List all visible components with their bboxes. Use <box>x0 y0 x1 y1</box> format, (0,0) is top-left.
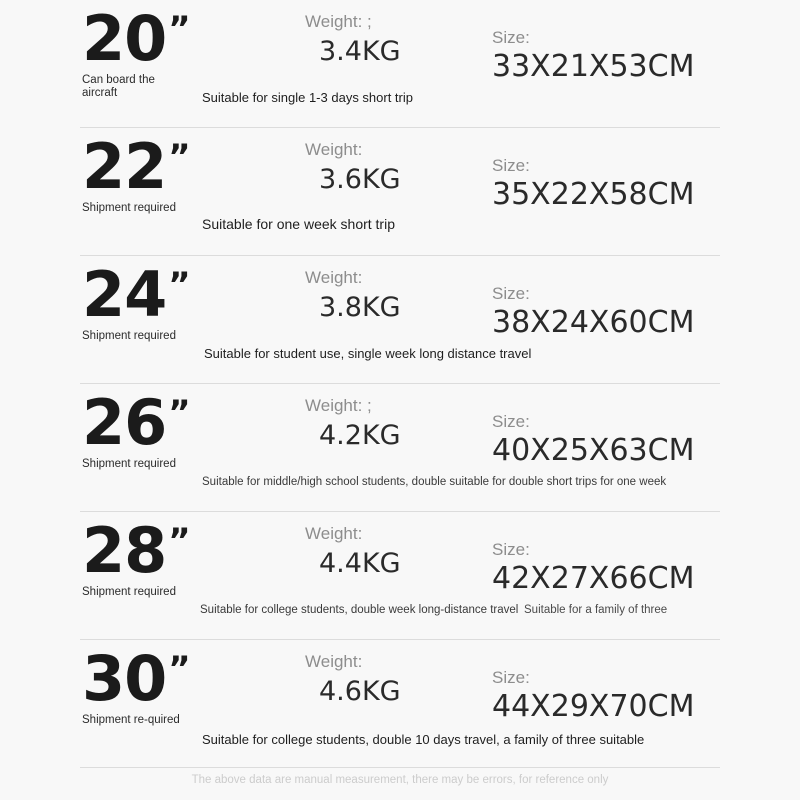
inches-value: 20 <box>82 2 167 75</box>
suitability-caption: Suitable for college students, double week long-distance travel <box>200 604 519 616</box>
inches-value: 26 <box>82 386 167 459</box>
size-value: 33X21X53CM <box>492 49 695 84</box>
suitability-caption: Suitable for middle/high school students, double suitable for double short trips for one week <box>202 476 667 488</box>
suitability-extra-caption: Suitable for a family of three <box>524 604 668 616</box>
dimension-block <box>492 412 752 468</box>
table-row <box>0 256 800 384</box>
dimension-block <box>492 156 752 212</box>
table-row <box>0 0 800 128</box>
table-row <box>0 128 800 256</box>
size-value: 35X22X58CM <box>492 177 695 212</box>
inch-mark-icon: ” <box>168 393 191 433</box>
inch-mark-icon: ” <box>168 265 191 305</box>
dimension-block <box>492 284 752 340</box>
shipping-note: Shipment required <box>82 202 176 214</box>
inches-value: 28 <box>82 514 167 587</box>
weight-label: Weight: <box>305 652 363 671</box>
shipping-note: Shipment required <box>82 458 176 470</box>
size-label: Size: <box>492 540 530 559</box>
weight-value: 4.4KG <box>319 548 401 579</box>
weight-block <box>305 524 465 580</box>
shipping-note: Shipment required <box>82 586 176 598</box>
size-block <box>82 514 232 599</box>
table-row <box>0 384 800 512</box>
size-value: 38X24X60CM <box>492 305 695 340</box>
dimension-block <box>492 540 752 596</box>
suitability-caption: Suitable for one week short trip <box>202 216 395 232</box>
size-label: Size: <box>492 412 530 431</box>
weight-block <box>305 140 465 196</box>
size-label: Size: <box>492 284 530 303</box>
shipping-note: Can board the aircraft <box>82 74 155 99</box>
row-divider <box>80 767 720 768</box>
weight-value: 3.4KG <box>319 36 401 67</box>
weight-label: Weight: <box>305 524 363 543</box>
size-block <box>82 258 232 343</box>
size-block <box>82 642 232 727</box>
suitability-caption: Suitable for student use, single week long distance travel <box>204 346 532 361</box>
inch-mark-icon: ” <box>168 649 191 689</box>
inches-value: 24 <box>82 258 167 331</box>
inches-value: 22 <box>82 130 167 203</box>
table-row <box>0 512 800 640</box>
size-value: 40X25X63CM <box>492 433 695 468</box>
size-value: 44X29X70CM <box>492 689 695 724</box>
shipping-note: Shipment re-quired <box>82 714 180 726</box>
size-label: Size: <box>492 28 530 47</box>
weight-value: 3.8KG <box>319 292 401 323</box>
inch-mark-icon: ” <box>168 137 191 177</box>
suitability-caption: Suitable for single 1-3 days short trip <box>202 90 413 105</box>
size-label: Size: <box>492 668 530 687</box>
dimension-block <box>492 28 752 84</box>
size-label: Size: <box>492 156 530 175</box>
size-value: 42X27X66CM <box>492 561 695 596</box>
table-row <box>0 640 800 768</box>
inch-mark-icon: ” <box>168 521 191 561</box>
dimension-block <box>492 668 752 724</box>
size-block <box>82 130 232 215</box>
suitability-caption: Suitable for college students, double 10 days travel, a family of three suitable <box>202 732 645 747</box>
weight-label: Weight: <box>305 140 363 159</box>
weight-label: Weight: ; <box>305 396 372 415</box>
shipping-note: Shipment required <box>82 330 176 342</box>
size-block <box>82 386 232 471</box>
weight-label: Weight: ; <box>305 12 372 31</box>
weight-label: Weight: <box>305 268 363 287</box>
inches-value: 30 <box>82 642 167 715</box>
inch-mark-icon: ” <box>168 9 191 49</box>
size-block <box>82 2 232 100</box>
weight-value: 4.6KG <box>319 676 401 707</box>
weight-block <box>305 268 465 324</box>
weight-value: 4.2KG <box>319 420 401 451</box>
disclaimer-note: The above data are manual measurement, there may be errors, for reference only <box>191 774 609 786</box>
weight-block <box>305 652 465 708</box>
weight-block <box>305 12 465 68</box>
weight-block <box>305 396 465 452</box>
weight-value: 3.6KG <box>319 164 401 195</box>
